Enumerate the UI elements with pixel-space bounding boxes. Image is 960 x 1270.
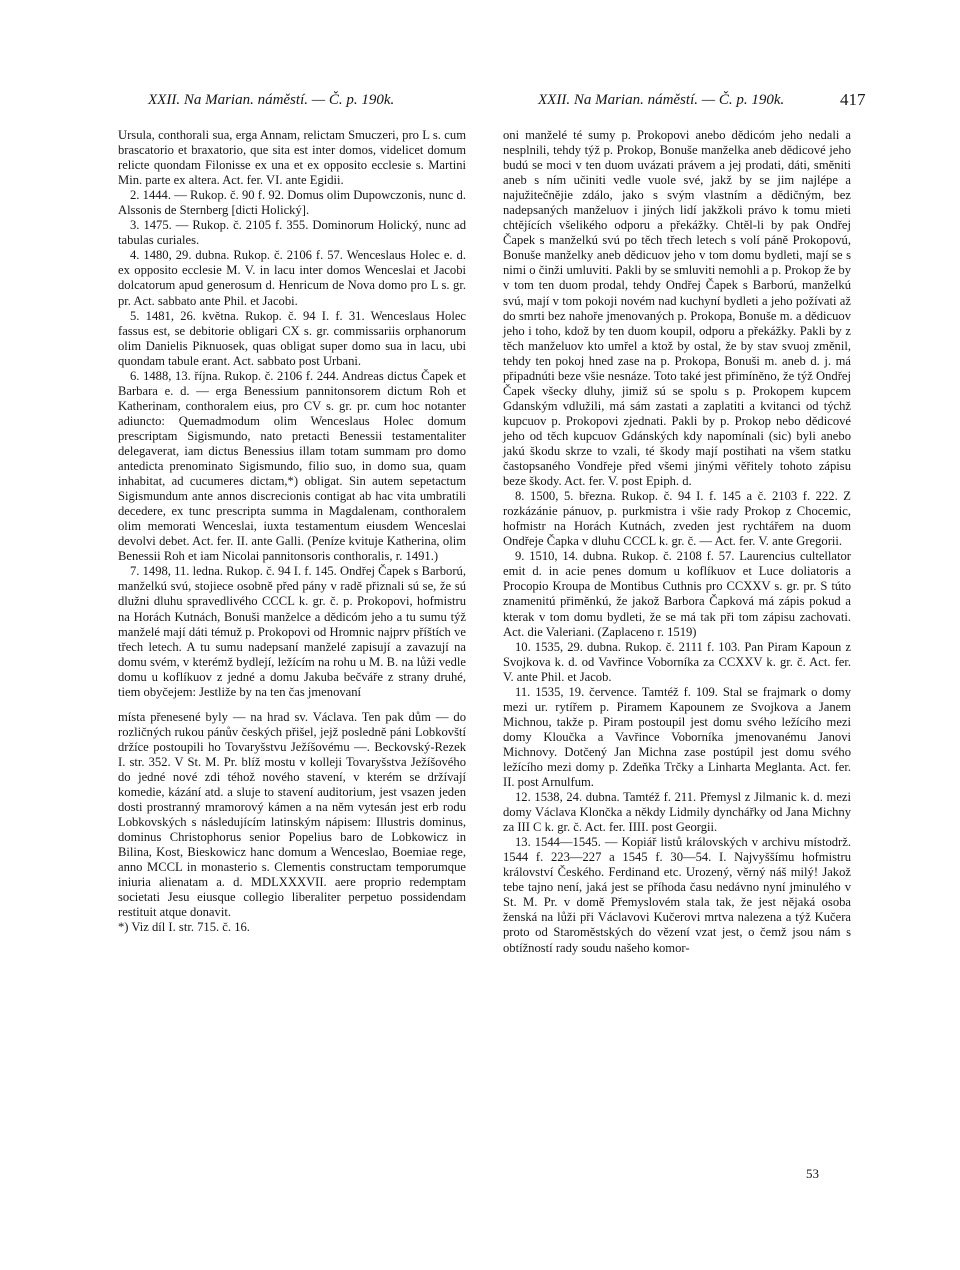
entry-3: 3. 1475. — Rukop. č. 2105 f. 355. Dominorum Holický, nunc ad tabulas curiales.: [118, 218, 466, 248]
page-number: 417: [840, 90, 866, 109]
signature-mark: 53: [806, 1166, 819, 1181]
paragraph: Ursula, conthorali sua, erga Annam, relictam Smuczeri, pro L s. cum brascatorio et braxatorio, que sita est inter domos, videlicet domum relicte quondam Filonisse ex una et ex opposito ecclesie s. Martini Min. parte ex altera. Act. fer. VI. ante Egidii.: [118, 128, 466, 188]
right-column: [503, 128, 851, 956]
running-head-right: XXII. Na Marian. náměstí. — Č. p. 190k.: [538, 92, 785, 108]
entry-9: 9. 1510, 14. dubna. Rukop. č. 2108 f. 57. Laurencius cultellator emit d. in acie penes domum u koflíkuov et Luce doliatoris a Procopio Kroupa de Montibus Cuthnis pro CCXXV s. gr. pr. S túto znamenitú přiměnkú, že jakož Barbora Čapková má zápis pokud a kterak v tom domu bydleti, že se má tak při tom zápisu zachovati. Act. die Valeriani. (Zaplaceno r. 1519): [503, 549, 851, 639]
running-head-left: XXII. Na Marian. náměstí. — Č. p. 190k.: [148, 92, 395, 108]
entry-10: 10. 1535, 29. dubna. Rukop. č. 2111 f. 103. Pan Piram Kapoun z Svojkova k. d. od Vavřince Voborníka za CCXXV k. gr. č. Act. fer. V. ante Phil. et Jacob.: [503, 639, 851, 684]
entry-2: 2. 1444. — Rukop. č. 90 f. 92. Domus olim Dupowczonis, nunc d. Alssonis de Sternberg [dicti Holický].: [118, 188, 466, 218]
running-header: [0, 92, 960, 116]
entry-5: 5. 1481, 26. května. Rukop. č. 94 I. f. 31. Wenceslaus Holec fassus est, se debitorie obligari CX s. gr. commissariis orphanorum olim Danielis Piknuosek, quas obligat super domo sua in lacu, ubi quondam tabule erant. Act. sabbato post Urbani.: [118, 308, 466, 368]
entry-6: 6. 1488, 13. října. Rukop. č. 2106 f. 244. Andreas dictus Čapek et Barbara e. d. — erga Benessium pannitonsorem dictum Roh et Katherinam, conthoralem eius, pro CV s. gr. pr. cum hoc notanter adiuncto: Quemadmodum olim Wenceslaus Holec domum prescriptam Sigismundo, nato pretacti Benessii testamentaliter delegaverat, iam dictus Benessius illam totam summam pro domo antedicta prenominato Sigismundo, filio suo, in domo sua, quam inhabitat, ad cucumeres dictam,*) obligat. Sin autem sepetactum Sigismundum ante annos discrecionis contigat ab hac vita umbratili decedere, ex tunc prescripta summa in Magdalenam, conthoralem olim memorati Wenceslai, iuxta testamentum eiusdem Wenceslai devolvi debet. Act. fer. II. ante Galli. (Peníze kvituje Katherina, olim Benessii Roh et iam Nicolai pannitonsoris conthoralis, r. 1491.): [118, 368, 466, 564]
paragraph: oni manželé té sumy p. Prokopovi anebo dědicóm jeho nedali a nesplnili, tehdy týž p. Prokop, Bonuše manželka aneb dědicové jeho budú se moci v ten duom uvázati právem a jej prodati, dáti, směniti aneb s ním učiniti vedle vuole své, jakž by se jim najlépe a najužitečnějie zdálo, jako s svým vlastním a dědičným, bez nadepsaných manželuov i jiných lidí jakžkoli právo k tomu mieti chtějících všelikého odporu a překážky. Chtěl-li by pak Ondřej Čapek s manželkú svú po těch třech letech s volí páně Prokopovú, Bonuše manželky aneb dědicuov jeho v tom domu bydleti, mají se s nimi o činži umluviti. Pakli by se smluviti nemohli a p. Prokop že by v tom ten duom prodal, tehdy Ondřej Čapek s Barború, manželkú svú, mají v tom pokoji novém nad kuchyní bydleti a jeho požívati až do smrti bez nahoře jmenovaných p. Prokopa, Bonuše m. a dědicuov jeho i toho, kdož by ten duom koupil, odporu a překážky. Pakli by z těch manželuov kto umřel a ktož by ostal, že by stav svuoj změnil, tehdy ten pokoj hned zase na p. Prokopa, Bonuši m. aneb d. j. má připadnúti beze všie nesnáze. Toto také jest přimíněno, že týž Ondřej Čapek všecky dluhy, jimiž sú se spolu s p. Prokopem kupcem Gdanským vdlužili, má sám zastati a zaplatiti a kvitanci od týchž kupcuov p. Prokopovi zjednati. Pakli by p. Prokop nebo dědicové jeho od těch kupcuov Gdánských kdy napomínali (sic) byli anebo jakú škodu skrze to vzali, té škody mají postihati na všem statku častopsaného Vondřeje před všemi jinými věřitely tohoto zápisu beze škody. Act. fer. V. post Epiph. d.: [503, 128, 851, 489]
entry-12: 12. 1538, 24. dubna. Tamtéž f. 211. Přemysl z Jilmanic k. d. mezi domy Václava Klončka a někdy Lidmily dynchářky od Jana Michny za III C k. gr. č. Act. fer. IIII. post Georgii.: [503, 790, 851, 835]
footnote-divider: [118, 700, 466, 710]
footnote-reference: *) Viz díl I. str. 715. č. 16.: [118, 920, 250, 935]
entry-7: 7. 1498, 11. ledna. Rukop. č. 94 I. f. 145. Ondřej Čapek s Barború, manželkú svú, stojiece osobně před pány v radě přiznali sú se, že sú dlužni dluhu spravedlivého CCCL k. gr. č. p. Prokopovi, hofmistru na Horách Kutnách, Bonuši manželce a dědicóm jeho a tu sumu týž manželé mají dáti témuž p. Prokopovi od Hromnic najprv příštích ve třech letech. A tu sumu nadepsaní manželé zapisují a zavazují na domu svém, v kterémž bydlejí, ležícím na rohu u M. B. na lůži vedle domu u koflíkuov z jedné a domu Jakuba bečváře z strany druhé, tiem obyčejem: Jestliže by na ten čas jmenovaní: [118, 564, 466, 699]
footnote-text: místa přenesené byly — na hrad sv. Václava. Ten pak dům — do rozličných rukou pánův českých přišel, jejž posledně páni Lobkovští držíce postoupili ho Tovaryšstvu Ježíšovému —. Beckovský-Rezek I. str. 352. V St. M. Pr. blíž mostu v kolleji Tovaryšstva Ježíšového do jedné nové zdi téhož nového stavení, v kterém se držívají komedie, kázání atd. a sluje to stavení auditorium, jest vsazen jeden dosti prostranný mramorový kámen a na něm vytesán jest erb rodu Lobkovských s následujícím latinským nápisem: Illustris dominus, dominus Christophorus senior Popelius baro de Lobkowicz in Bilina, Kost, Bieskowicz hanc domum a Wenceslao, Boemiae rege, anno MCCL in monasterio s. Clementis constructam temporumque iniuria alienatam a. d. MDLXXXVII. aere proprio redemptam societati Jesu eiusque collegio liberaliter perpetuo possidendam restituit atque donavit.: [118, 709, 466, 920]
entry-11: 11. 1535, 19. července. Tamtéž f. 109. Stal se frajmark o domy mezi ur. rytířem p. Piramem Kapounem ze Svojkova a Janem Michnou, takže p. Piram postoupil jest domu svého ležícího mezi domy Kloučka a Vavřince Voborníka jmenovanému Janovi Michnovy. Dotčený Jan Michna zase postúpil jest domu svého ležícího mezi domy p. Zdeňka Trčky a Linharta Meglanta. Act. fer. II. post Arnulfum.: [503, 684, 851, 790]
left-column: [118, 128, 466, 935]
entry-4: 4. 1480, 29. dubna. Rukop. č. 2106 f. 57. Wenceslaus Holec e. d. ex opposito ecclesie M. V. in lacu inter domos Wenceslai et Jacobi dolcatorum apud generosum d. Henricum de Nova domo pro L s. gr. pr. Act. sabbato ante Phil. et Jacobi.: [118, 248, 466, 308]
entry-8: 8. 1500, 5. března. Rukop. č. 94 I. f. 145 a č. 2103 f. 222. Z rozkázánie pánuov, p. purkmistra i všie rady Prokop z Chocemic, hofmistr na Horách Kutnách, zveden jest rychtářem na duom Ondřeje Čapka v dluhu CCCL k. gr. č. — Act. fer. V. ante Gregorii.: [503, 489, 851, 549]
entry-13: 13. 1544—1545. — Kopiář listů královských v archivu místodrž. 1544 f. 223—227 a 1545 f. 30—54. I. Najvyššímu hofmistru království Českého. Ferdinand etc. Urozený, věrný náš milý! Jakož tebe tajno není, jaká jest se příhoda času nedávno nyní jminulého v St. M. Pr. v domě Přemyslovém stala tak, že jest nějaká osoba ženská na lůži při Václavovi Kučerovi mrtva nalezena a týž Kučera proto od Staroměstských do vězení vzat jest, o čemž jsou nám s obtížností rady soudu našeho komor-: [503, 835, 851, 955]
